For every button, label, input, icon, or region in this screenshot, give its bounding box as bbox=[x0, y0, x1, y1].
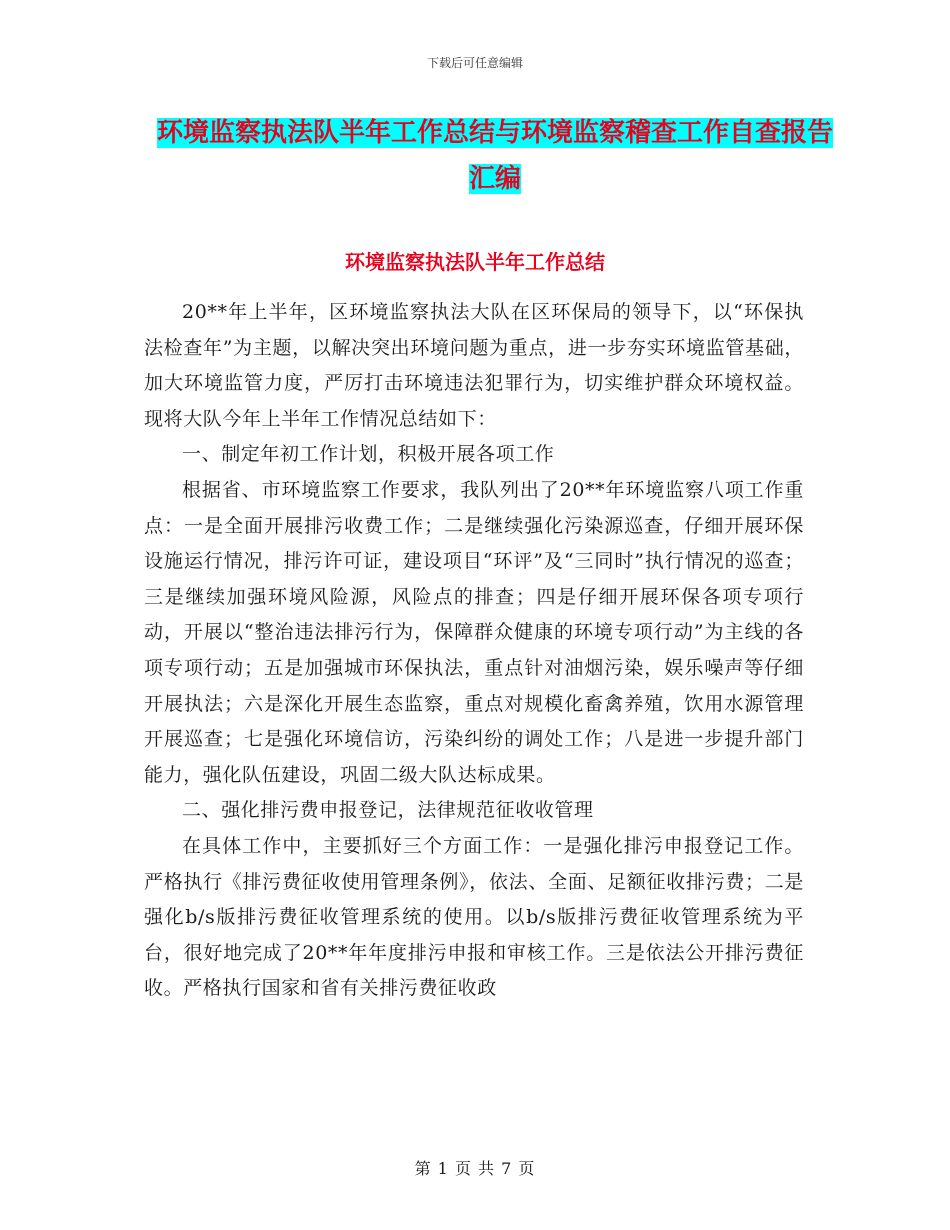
paragraph: 在具体工作中，主要抓好三个方面工作：一是强化排污申报登记工作。严格执行《排污费征收使用管理条例》，依法、全面、足额征收排污费；二是强化b/s版排污费征收管理系统的使用。以b/s版排污费征收管理系统为平台，很好地完成了20**年年度排污申报和审核工作。三是依法公开排污费征收。严格执行国家和省有关排污费征收政 bbox=[144, 834, 804, 1000]
section-title: 环境监察执法队半年工作总结 bbox=[345, 250, 605, 274]
page-header-note: 下载后可任意编辑 bbox=[426, 56, 523, 70]
page-number: 第 1 页 共 7 页 bbox=[414, 1159, 536, 1178]
document-title-text: 环境监察执法队半年工作总结与环境监察稽查工作自查报告汇编 bbox=[156, 118, 833, 194]
document-title bbox=[150, 110, 840, 202]
paragraph: 20**年上半年，区环境监察执法大队在区环保局的领导下，以“环保执法检查年”为主题，以解决突出环境问题为重点，进一步夯实环境监管基础，加大环境监管力度，严厉打击环境违法犯罪行为，切实维护群众环境权益。现将大队今年上半年工作情况总结如下： bbox=[144, 301, 804, 430]
paragraph: 根据省、市环境监察工作要求，我队列出了20**年环境监察八项工作重点：一是全面开展排污收费工作；二是继续强化污染源巡查，仔细开展环保设施运行情况，排污许可证，建设项目“环评”及“三同时”执行情况的巡查；三是继续加强环境风险源，风险点的排查；四是仔细开展环保各项专项行动，开展以“整治违法排污行为，保障群众健康的环境专项行动”为主线的各项专项行动；五是加强城市环保执法，重点针对油烟污染，娱乐噪声等仔细开展执法；六是深化开展生态监察，重点对规模化畜禽养殖，饮用水源管理开展巡查；七是强化环境信访，污染纠纷的调处工作；八是进一步提升部门能力，强化队伍建设，巩固二级大队达标成果。 bbox=[144, 478, 804, 786]
document-body bbox=[144, 295, 804, 1007]
paragraph-heading: 一、制定年初工作计划，积极开展各项工作 bbox=[182, 443, 555, 466]
paragraph-heading: 二、强化排污费申报登记，法律规范征收收管理 bbox=[182, 799, 594, 822]
